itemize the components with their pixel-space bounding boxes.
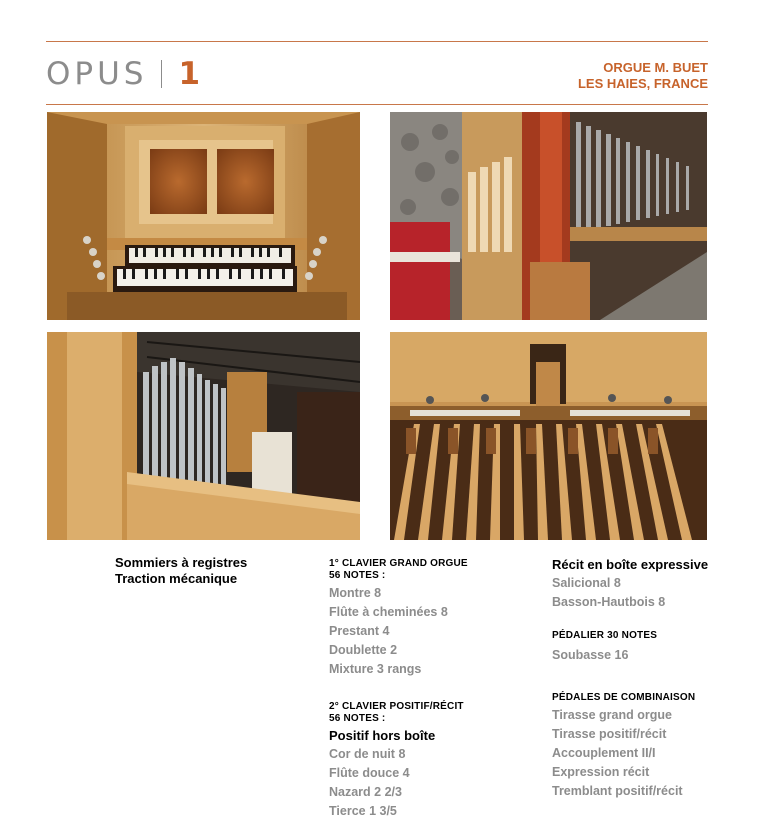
recit-pedal-spec-column	[552, 556, 708, 801]
pedalier-heading: PÉDALIER 30 NOTES	[552, 630, 658, 641]
grand-orgue-notes: 56 NOTES :	[329, 570, 386, 581]
opus-title	[46, 56, 200, 92]
organ-location: LES HAIES, FRANCE	[577, 76, 708, 91]
manuals-spec-column	[329, 558, 468, 821]
stop-item: Mixture 3 rangs	[329, 662, 422, 676]
action-text: Traction mécanique	[115, 571, 238, 586]
stop-item: Nazard 2 2/3	[329, 785, 402, 799]
stop-item: Tierce 1 3/5	[329, 804, 397, 818]
stop-item: Expression récit	[552, 765, 650, 779]
console-keyboards-photo	[47, 112, 360, 320]
grand-orgue-heading: 1° CLAVIER GRAND ORGUE	[329, 558, 468, 569]
stop-item: Soubasse 16	[552, 648, 629, 662]
organ-title	[578, 60, 708, 92]
positif-notes: 56 NOTES :	[329, 713, 386, 724]
stop-item: Doublette 2	[329, 643, 398, 657]
wind-chest-text: Sommiers à registres	[115, 555, 248, 570]
stop-item: Prestant 4	[329, 624, 390, 638]
positif-heading: 2° CLAVIER POSITIF/RÉCIT	[329, 701, 464, 712]
recit-subheading: Récit en boîte expressive	[552, 557, 709, 572]
stop-item: Flûte à cheminées 8	[329, 605, 448, 619]
stop-item: Salicional 8	[552, 576, 621, 590]
general-spec-column	[115, 555, 247, 587]
opus-number: 1	[178, 56, 201, 92]
organ-name: ORGUE M. BUET	[603, 60, 708, 75]
top-rule	[46, 41, 708, 42]
positif-subheading: Positif hors boîte	[329, 728, 436, 743]
opus-word: OPUS	[46, 56, 148, 92]
stop-item: Flûte douce 4	[329, 766, 410, 780]
stop-item: Montre 8	[329, 586, 382, 600]
combinaison-heading: PÉDALES DE COMBINAISON	[552, 692, 696, 703]
stop-item: Tirasse positif/récit	[552, 727, 667, 741]
opus-separator	[161, 60, 162, 88]
stop-item: Cor de nuit 8	[329, 747, 406, 761]
organ-case-pipes-photo	[47, 332, 360, 540]
stop-item: Tremblant positif/récit	[552, 784, 683, 798]
stop-item: Tirasse grand orgue	[552, 708, 672, 722]
header-bottom-rule	[46, 104, 708, 105]
pipes-interior-photo	[390, 112, 707, 320]
stop-item: Basson-Hautbois 8	[552, 595, 666, 609]
stop-item: Accouplement II/I	[552, 746, 656, 760]
pedalboard-photo	[390, 332, 707, 540]
